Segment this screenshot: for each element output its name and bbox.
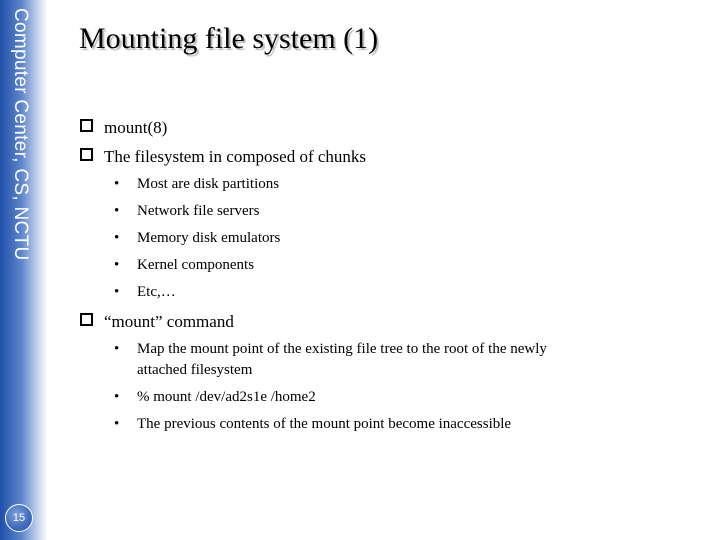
sub-item-continuation: attached filesystem xyxy=(137,362,253,378)
bullet-dot: • xyxy=(114,203,120,219)
sidebar-band xyxy=(0,0,48,540)
point-text: “mount” command xyxy=(104,312,234,331)
sub-item: Memory disk emulators xyxy=(137,230,281,246)
point-filesystem-chunks xyxy=(80,147,366,167)
page-number-badge: 15 xyxy=(5,504,33,532)
sub-item: Network file servers xyxy=(137,203,260,219)
bullet-dot: • xyxy=(114,176,120,192)
sub-item: The previous contents of the mount point become inaccessible xyxy=(137,416,512,432)
bullet-dot: • xyxy=(114,416,120,432)
point-mount-command xyxy=(80,312,234,332)
sidebar-label: Computer Center, CS, NCTU xyxy=(10,8,31,261)
bullet-dot: • xyxy=(114,284,120,300)
bullet-dot: • xyxy=(114,230,120,246)
point-text: mount(8) xyxy=(104,118,168,137)
sub-item: Map the mount point of the existing file tree to the root of the newly xyxy=(137,341,547,357)
bullet-dot: • xyxy=(114,341,120,357)
sub-item: Kernel components xyxy=(137,257,255,273)
checkbox-bullet-icon xyxy=(80,119,93,132)
bullet-dot: • xyxy=(114,257,120,273)
bullet-dot: • xyxy=(114,389,120,405)
sub-item: % mount /dev/ad2s1e /home2 xyxy=(137,389,316,405)
sub-item: Etc,… xyxy=(137,284,176,300)
sub-item: Most are disk partitions xyxy=(137,176,280,192)
slide-title: Mounting file system (1) xyxy=(79,22,379,55)
point-text: The filesystem in composed of chunks xyxy=(104,147,367,166)
point-mount-8 xyxy=(80,118,167,138)
checkbox-bullet-icon xyxy=(80,148,93,161)
checkbox-bullet-icon xyxy=(80,313,93,326)
